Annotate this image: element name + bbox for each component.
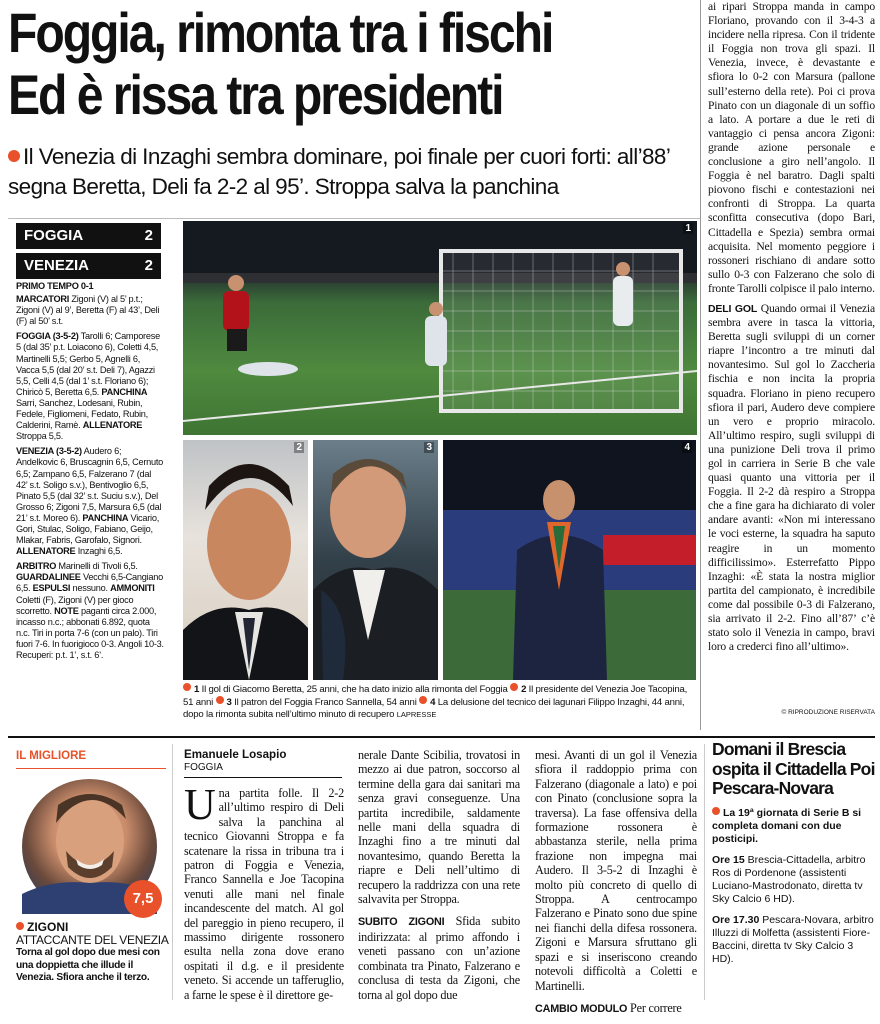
paragraph: mesi. Avanti di un gol il Venezia sfiora il raddoppio prima con Falzerano (diagonale a lato) e poi con Pinato (conclusione sopra la traversa). La fase offensiva della formazione rossonera è abbastanza sterile, nella prima frazione non impegna mai Audero. Il 3-5-2 di Inzaghi è molto più concreto di quello di Stroppa. A centrocampo Falzerano e Pinato sono due spine nei fianchi della difesa rossonera. Zigoni e Marsura sfruttano gli spazi e si inseriscono creando notevoli difficoltà a Coletti e Martinelli. [535,748,697,993]
headline-line-2: Ed è rissa tra presidenti [8,63,503,126]
halftime-label: PRIMO TEMPO 0-1 [16,281,94,291]
stat-text: Inzaghi 6,5. [77,546,123,557]
caption-text: Il patron del Foggia Franco Sannella, 54 anni [234,696,417,708]
column-divider [704,744,705,1000]
caption-number: 1 [194,684,200,695]
section-divider [8,218,700,219]
team-score: 2 [144,227,153,244]
fixture-text: Pescara-Novara, arbitro Illuzzi di Molfetta (assistenti Fiore-Baccini, diretta tv Sky Calcio 3 HD). [712,913,874,965]
stat-text: Vicario, Gori, Stulac, Soligo, Fabiano, Geijo, Mlakar, Fabris, Garofalo, Signori. [16,512,160,546]
stat-label: NOTE [54,605,79,616]
column-divider [700,0,701,730]
author-name: Emanuele Losapio [184,748,287,761]
portrait-illustration [183,440,308,680]
photo-number: 3 [426,442,432,453]
photo-sannella [313,440,438,680]
bullet-dot-icon [16,922,24,930]
photo-number: 4 [684,442,690,453]
best-player-title: IL MIGLIORE [16,750,87,762]
team-row-away [16,253,161,279]
photo-goal-beretta [183,221,697,435]
photo-caption [183,683,697,720]
paragraph: Per correre [630,1000,682,1015]
byline-divider [184,777,342,778]
team-name: VENEZIA [24,257,90,274]
section-lead: SUBITO ZIGONI [358,916,445,929]
stat-label: GUARDALINEE [16,572,81,583]
fixture-item [712,854,875,906]
caption-number: 2 [521,684,527,695]
fixtures-intro: La 19ª giornata di Serie B si completa domani con due posticipi. [712,806,862,845]
photo-number: 1 [685,223,691,234]
paragraph: nerale Dante Scibilia, trovatosi in mezzo ai due patron, soccorso al termine della gara dai sanitari ma senza gravi conseguenze. Una partita incredibile, saldamente nelle mani della squadra di Inzaghi fino a tre minuti dal novantesimo, quando Beretta la riapre e Deli nell’ultimo di recupero la raddrizza con una rete salvavita per Stroppa. [358,748,520,907]
photo-number: 2 [296,442,302,453]
stat-text: Sarri, Sanchez, Lodesani, Rubin, Fedele, Figliomeni, Fedato, Rubin, Calderini, Ramè. [16,397,148,431]
drop-cap: U [184,780,216,829]
article-column-1 [184,780,344,1002]
dateline-place: FOGGIA [184,762,223,773]
bullet-dot-icon [510,683,518,691]
bullet-dot-icon [216,696,224,704]
player-role: ATTACCANTE DEL VENEZIA [16,933,169,947]
paragraph: Quando ormai il Venezia sembra avere in tasca la vittoria, Beretta sugli sviluppi di un corner riapre l’incontro a tre minuti dal novantesimo. Sul gol lo Zaccheria fischia e non incita la propria squadra. Floriano in pieno recupero sfiora il pari, Audero deve compiere un vero e proprio miracolo. All’ultimo respiro, sugli sviluppi di una punizione Deli trova il primo gol in carriera in Serie B che vale quasi quanto una vittoria per il Foggia. Il 2-2 dà respiro a Stroppa che a fine gara ha dichiarato di voler andare avanti: «Non mi interessano le voci esterne, la squadra ha saputo reagire in un momento difficilissimo». Esterrefatto Pippo Inzaghi: «È stata la nostra miglior partita del campionato, è incredibile come dal possibile 0-3 di Falzerano, sia arrivato il 2-2. Fino all’87’ c’è stato solo il Venezia in campo, bravi loro a crederci fino all’ultimo». [708,301,875,654]
fixture-item [712,914,875,966]
stat-label: PANCHINA [101,386,148,397]
fixture-time: Ore 17.30 [712,913,760,926]
team-row-home [16,223,161,249]
column-divider [172,744,173,1000]
stat-text: Coletti (F), Zigoni (V) per gioco scorretto. [16,594,134,616]
headline-line-1: Foggia, rimonta tra i fischi [8,1,553,64]
stat-text: Audero 6; Andelkovic 6, Bruscagnin 6,5, Cernuto 6,5; Zampano 6,5, Falzerano 7 (dal 42’ s.t. Soligo s.v.), Bentivoglio 6,5, Pinato 5,5 (dal 32’ s.t. Suciu s.v.), Del Grosso 6; Zigoni 7,5, Marsura 6,5 (dal 21’ s.t. Moreo 6). [16,446,164,523]
stat-label: FOGGIA (3-5-2) [16,331,79,342]
fixture-text: Brescia-Cittadella, arbitro Ros di Pordenone (assistenti Luciano-Mastrodonato, diretta tv Sky Calcio 6 HD). [712,853,866,905]
paragraph: na partita folle. Il 2-2 all’ultimo respiro di Deli salva la panchina al tecnico Giovanni Stroppa e fa scatenare la rissa in tribuna tra i patron di Foggia e Venezia, Franco Sannella e Joe Tacopina venuti alle mani nel finale incandescente del match. Al gol del pareggio in pieno recupero, il massimo dirigente rossonero esulta nella zona dove erano ospitati il d.g. e il presidente veneto. Si accende un tafferuglio, a farne le spese è il direttore ge- [184,786,344,1002]
stat-text: Vecchi 6,5-Cangiano 6,5. [16,572,163,594]
stat-label: ARBITRO [16,561,57,572]
caption-text: La delusione del tecnico dei lagunari Filippo Inzaghi, 44 anni, dopo la rimonta subita nell’ultimo minuto di recupero [183,696,685,720]
scoreboard [16,223,161,283]
goal-scene-illustration [183,221,697,435]
player-description: Torna al gol dopo due mesi con una doppietta che illude il Venezia. Sfiora anche il terzo. [16,947,160,984]
stat-text: Marinelli di Tivoli 6,5. [58,561,138,572]
article-column-3 [535,748,697,1024]
match-stats [16,281,164,663]
player-name [16,920,68,934]
stat-label: ESPULSI [32,583,71,594]
photo-tacopina [183,440,308,680]
photo-inzaghi [443,440,696,680]
article-column-2 [358,748,520,1010]
stat-text: nessuno. [72,583,108,594]
fixtures-box [712,740,875,966]
player-name-text: ZIGONI [27,920,69,934]
stat-text: Zigoni (V) al 5’ p.t.; Zigoni (V) al 9’, Beretta (F) al 43’, Deli (F) al 50’ s.t. [16,294,160,327]
copyright-note: © RIPRODUZIONE RISERVATA [781,709,875,716]
bullet-dot-icon [419,696,427,704]
caption-text: Il presidente del Venezia Joe Tacopina, 51 anni [183,684,688,708]
section-divider [8,736,875,738]
caption-number: 3 [226,696,232,708]
coach-scene-illustration [443,440,696,680]
stat-label: PANCHINA [82,512,129,523]
bullet-dot-icon [712,807,720,815]
paragraph: ai ripari Stroppa manda in campo Floriano, provando con il 3-4-3 a incidere nella ripresa. Con il tridente il Foggia non trova gli spazi. Il Venezia, invece, è devastante e sfiora lo 0-2 con Marsura (pallone sull’esterno della rete). Poi ci prova Pinato con un diagonale di un soffio a lato. A portare a due le reti di vantaggio ci pensa ancora Zigoni: grande azione personale e conclusione a giro nell’angolo. Il Foggia è nel baratro. Dagli spalti piovono fischi e contestazioni nei confronti di Stroppa. La quarta sconfitta consecutiva (dopo Bari, Cittadella e Spezia) sembra ormai acquisita. Nel momento peggiore i rossoneri rischiano di andare sotto sullo 0-3 con Falzerano che solo di fronte Tarolli colpisce il palo interno. [708,0,875,295]
caption-text: Il gol di Giacomo Beretta, 25 anni, che ha dato inizio alla rimonta del Foggia [201,684,508,695]
fixture-time: Ore 15 [712,853,745,866]
photo-credit: LAPRESSE [396,709,437,719]
team-score: 2 [144,257,153,274]
player-rating-badge: 7,5 [124,880,162,918]
stat-label: MARCATORI [16,294,70,305]
bullet-dot-icon [183,683,191,691]
stat-text: paganti circa 2.000, incasso n.c.; abbonati 6.892, quota n.c. Tiri in porta 7-6 (con un palo). Tiri fuori 7-6. In fuorigioco 0-3. Angoli 10-3. Recuperi: p.t. 1’, s.t. 6’. [16,605,164,660]
headline [8,2,601,126]
stat-text: Stroppa 5,5. [16,431,64,442]
stat-label: VENEZIA (3-5-2) [16,446,82,457]
stat-label: ALLENATORE [16,546,76,557]
caption-number: 4 [430,696,436,708]
stat-label: AMMONITI [110,583,155,594]
stat-label: ALLENATORE [82,420,143,431]
bullet-dot-icon [8,150,20,162]
fixtures-title: Domani il Brescia ospita il Cittadella Poi Pescara-Novara [712,739,875,798]
section-lead: DELI GOL [708,302,758,315]
section-lead: CAMBIO MODULO [535,1002,628,1015]
section-divider [16,768,166,769]
paragraph: Sfida subito indirizzata: al primo affondo i veneti passano con un’azione combinata tra Pinato, Falzerano e conclusa di testa da Zigoni, che torna al gol dopo due [358,914,520,1002]
stat-text: Tarolli 6; Camporese 5 (dal 35’ p.t. Loiacono 6), Coletti 4,5, Martinelli 5,5; Gerbo 5, Agnelli 6, Vacca 5,5 (dal 20’ s.t. Deli 7), Agazzi 5,5, Celli 4,5 (dal 1’ s.t. Floriano 6); Chiricò 5, Beretta 6,5. [16,331,160,397]
portrait-illustration [313,440,438,680]
article-right-column [708,0,875,660]
subheadline-text: Il Venezia di Inzaghi sembra dominare, poi finale per cuori forti: all’88’ segna Beretta, Deli fa 2-2 al 95’. Stroppa salva la panchina [8,144,670,199]
team-name: FOGGIA [24,227,84,244]
subheadline [8,142,698,202]
